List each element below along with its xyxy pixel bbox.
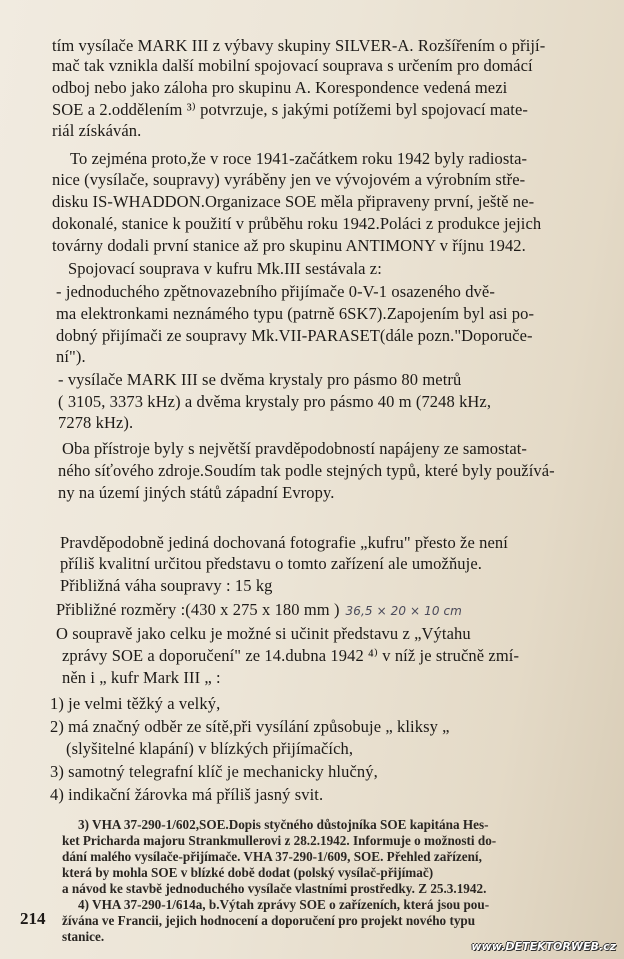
footnote-line: 4) VHA 37-290-1/614a, b.Výtah zprávy SOE o zařízeních, která jsou pou- xyxy=(78,897,490,912)
text-line: Pravděpodobně jediná dochovaná fotografie „kufru" přesto že není xyxy=(60,533,508,552)
text-line: ní"). xyxy=(56,347,86,366)
text-line: disku IS-WHADDON.Organizace SOE měla připraveny první, ještě ne- xyxy=(52,192,535,211)
footnote-line: žívána ve Francii, jejich hodnocení a doporučení pro projekt nového typu xyxy=(62,913,476,928)
text-line: dobný přijímači ze soupravy Mk.VII-PARASET(dále pozn."Doporuče- xyxy=(56,326,533,345)
text-line: ny na území jiných států západní Evropy. xyxy=(58,483,335,502)
footnote-line: ket Prichardа majoru Strankmullerovi z 28.2.1942. Informuje o možnosti do- xyxy=(62,833,497,848)
text-line: SOE a 2.oddělením ³⁾ potvrzuje, s jakými potížemi byl spojovací mate- xyxy=(52,100,528,119)
text-line: ného síťového zdroje.Soudím tak podle stejných typů, které byly používá- xyxy=(58,461,555,480)
text-line: ( 3105, 3373 kHz) a dvěma krystaly pro pásmo 40 m (7248 kHz, xyxy=(58,392,492,411)
text-line-content: Přibližné rozměry :(430 x 275 x 180 mm ) xyxy=(56,600,340,619)
list-item: (slyšitelné klapání) v blízkých přijímačích, xyxy=(66,739,354,758)
text-line: - vysílače MARK III se dvěma krystaly pro pásmo 80 metrů xyxy=(58,370,462,389)
text-line: 7278 kHz). xyxy=(58,413,134,432)
list-item: 3) samotný telegrafní klíč je mechanicky hlučný, xyxy=(50,762,378,781)
text-line: Přibližná váha soupravy : 15 kg xyxy=(60,576,273,595)
text-line: mač tak vznikla další mobilní spojovací souprava s určením pro domácí xyxy=(52,56,533,75)
text-line: ma elektronkami neznámého typu (patrně 6SK7).Zapojením byl asi po- xyxy=(56,304,535,323)
text-line: příliš kvalitní určitou představu o tomto zařízení ale umožňuje. xyxy=(60,554,482,573)
text-line: riál získáván. xyxy=(52,121,142,140)
list-item: 4) indikační žárovka má příliš jasný svit. xyxy=(50,785,324,804)
text-line: tím vysílače MARK III z výbavy skupiny SILVER-A. Rozšířením o přijí- xyxy=(52,36,546,55)
text-line: odboj nebo jako záloha pro skupinu A. Korespondence vedená mezi xyxy=(52,78,508,97)
handwritten-note: 36,5 × 20 × 10 cm xyxy=(345,604,462,618)
site-watermark: www.DETEKTORWEB.cz xyxy=(471,940,616,953)
text-line: zprávy SOE a doporučení" ze 14.dubna 1942 ⁴⁾ v níž je stručně zmí- xyxy=(62,646,520,665)
list-item: 2) má značný odběr ze sítě,při vysílání způsobuje „ kliksy „ xyxy=(50,717,450,736)
text-line: O soupravě jako celku je možné si učinit představu z „Výtahu xyxy=(56,624,471,643)
footnote-line: která by mohla SOE v blízké době dodat (polský vysílač-přijímač) xyxy=(62,865,434,880)
text-line: - jednoduchého zpětnovazebního přijímače 0-V-1 osazeného dvě- xyxy=(56,282,495,301)
list-item: 1) je velmi těžký a velký, xyxy=(50,694,221,713)
text-line: Oba přístroje byly s největší pravděpodobností napájeny ze samostat- xyxy=(62,439,528,458)
page-number: 214 xyxy=(20,909,46,928)
text-line xyxy=(56,600,462,621)
text-line: nice (vysílače, soupravy) vyráběny jen ve vývojovém a výrobním stře- xyxy=(52,170,526,189)
text-line: továrny dodali první stanice až pro skupinu ANTIMONY v říjnu 1942. xyxy=(52,236,526,255)
text-line: něn i „ kufr Mark III „ : xyxy=(62,668,221,687)
footnote-line: dání malého vysílače-přijímače. VHA 37-290-1/609, SOE. Přehled zařízení, xyxy=(62,849,482,864)
text-line: Spojovací souprava v kufru Mk.III sestávala z: xyxy=(68,259,382,278)
footnote-line: a návod ke stavbě jednoduchého vysílače vlastními prostředky. Z 25.3.1942. xyxy=(62,881,487,896)
footnote-line: stanice. xyxy=(62,929,105,944)
footnote-line: 3) VHA 37-290-1/602,SOE.Dopis styčného důstojníka SOE kapitána Hes- xyxy=(78,817,489,832)
text-line: To zejména proto,že v roce 1941-začátkem roku 1942 byly radiosta- xyxy=(70,149,528,168)
text-line: dokonalé, stanice k použití v průběhu roku 1942.Poláci z produkce jejich xyxy=(52,214,542,233)
